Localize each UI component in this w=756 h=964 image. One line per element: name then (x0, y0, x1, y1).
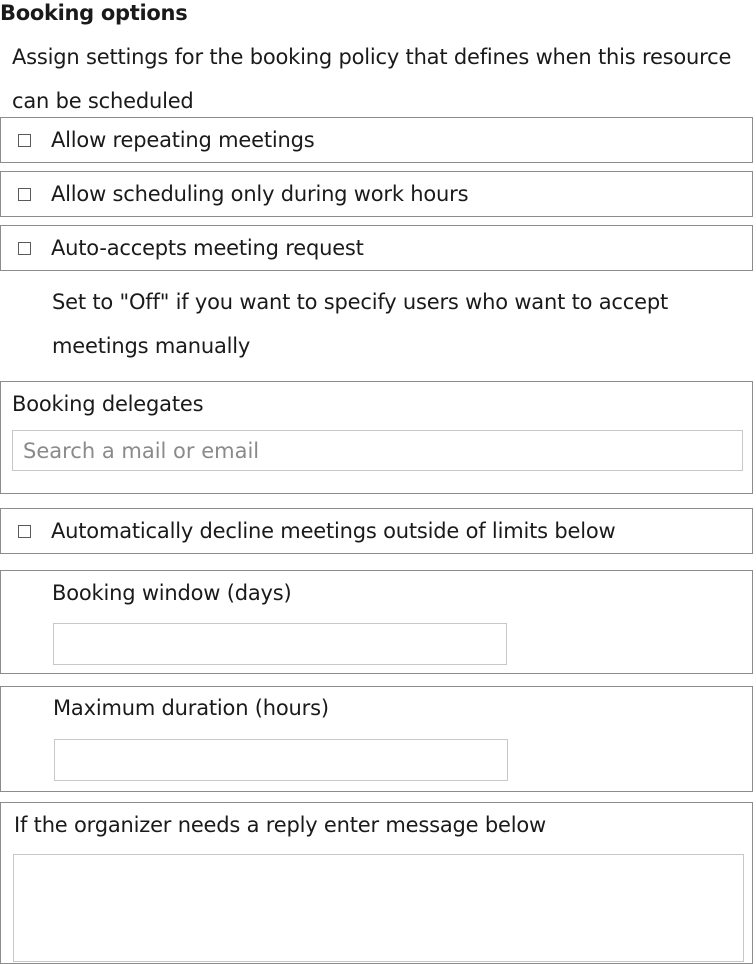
repeating-meetings-option[interactable] (0, 117, 753, 163)
work-hours-label: Allow scheduling only during work hours (51, 182, 469, 206)
booking-window-label: Booking window (days) (52, 581, 292, 605)
reply-message-section (0, 802, 753, 964)
work-hours-option[interactable] (0, 171, 753, 217)
repeating-meetings-label: Allow repeating meetings (51, 128, 315, 152)
auto-accept-checkbox[interactable] (18, 242, 31, 255)
auto-decline-checkbox[interactable] (18, 525, 31, 538)
repeating-meetings-checkbox[interactable] (18, 134, 31, 147)
auto-accept-label: Auto-accepts meeting request (51, 236, 364, 260)
reply-message-label: If the organizer needs a reply enter message below (14, 813, 546, 837)
auto-accept-option[interactable] (0, 225, 753, 271)
max-duration-input[interactable] (54, 739, 508, 781)
booking-delegates-label: Booking delegates (12, 392, 204, 416)
work-hours-checkbox[interactable] (18, 188, 31, 201)
page-description: Assign settings for the booking policy that defines when this resource can be scheduled (12, 45, 732, 113)
max-duration-section (0, 686, 753, 792)
auto-decline-label: Automatically decline meetings outside of limits below (51, 519, 616, 543)
booking-delegates-section (0, 381, 753, 494)
max-duration-label: Maximum duration (hours) (53, 696, 329, 720)
booking-delegates-search-input[interactable] (12, 430, 743, 471)
page-title: Booking options (0, 1, 188, 25)
auto-decline-option[interactable] (0, 508, 753, 554)
auto-accept-note: Set to "Off" if you want to specify users who want to accept meetings manually (52, 290, 669, 358)
booking-window-input[interactable] (53, 623, 507, 665)
booking-window-section (0, 570, 753, 674)
reply-message-textarea[interactable] (13, 854, 744, 962)
